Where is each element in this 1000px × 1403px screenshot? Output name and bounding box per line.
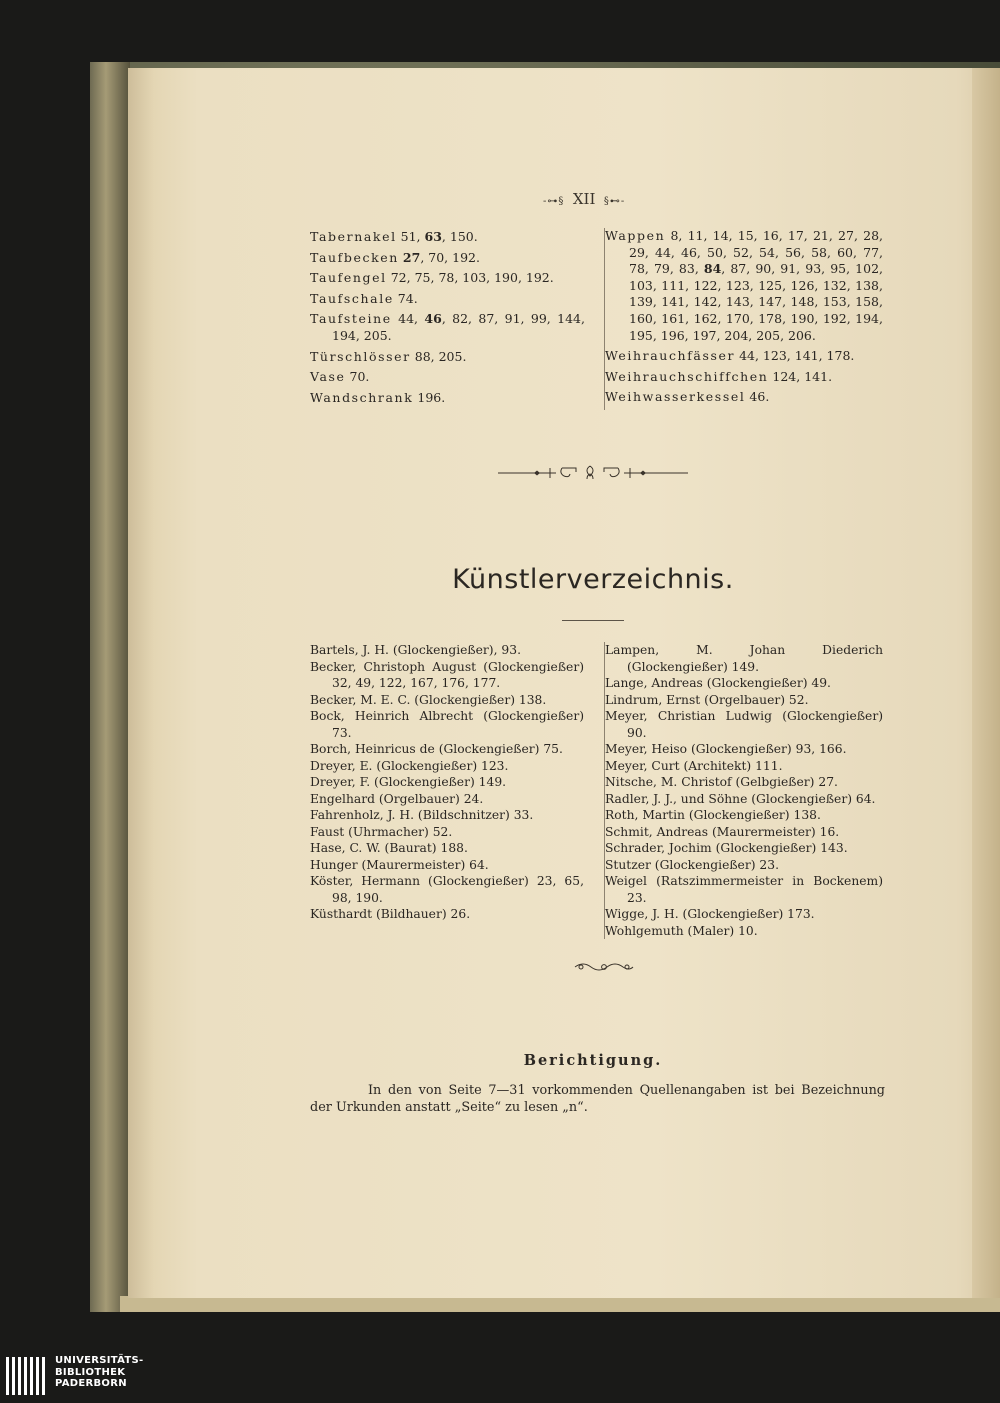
artist-entry: Faust (Uhrmacher) 52.: [310, 824, 453, 839]
section-title: Künstlerverzeichnis.: [452, 564, 734, 595]
header-ornament-right: §⊷-: [603, 196, 626, 207]
index-entry: Weihrauchschiffchen 124, 141.: [605, 368, 833, 384]
artist-entry: Wigge, J. H. (Glockengießer) 173.: [605, 907, 815, 921]
index-entry: Taufsteine 44, 46, 82, 87, 91, 99, 144, 194, 205.: [310, 311, 585, 343]
artist-entry: Lampen, M. Johan Diederich (Glockengießer) 149.: [605, 643, 883, 674]
book-spine: [90, 62, 130, 1312]
index-entry: Wandschrank 196.: [310, 389, 446, 405]
header-ornament-left: -⊶§: [543, 196, 565, 207]
artist-entry: Bock, Heinrich Albrecht (Glockengießer) 73.: [310, 709, 584, 740]
artist-entry: Radler, J. J., und Söhne (Glockengießer) 64.: [605, 791, 876, 806]
correction-paragraph: [310, 1082, 885, 1116]
artist-entry: Borch, Heinricus de (Glockengießer) 75.: [310, 742, 563, 756]
artist-entry: Engelhard (Orgelbauer) 24.: [310, 791, 484, 806]
page-block-edge: [120, 1296, 1000, 1312]
index-entry: Tabernakel 51, 63, 150.: [310, 229, 478, 244]
artist-entry: Bartels, J. H. (Glockengießer), 93.: [310, 643, 521, 657]
index-entry: Weihrauchfässer 44, 123, 141, 178.: [605, 348, 855, 364]
index-entry: Taufbecken 27, 70, 192.: [310, 249, 480, 265]
artist-entry: Lindrum, Ernst (Orgelbauer) 52.: [605, 692, 809, 707]
artist-entry: Lange, Andreas (Glockengießer) 49.: [605, 676, 831, 690]
library-footer: [0, 1352, 1000, 1403]
index-entry: Vase 70.: [310, 369, 370, 385]
next-page-edge: [972, 68, 1000, 1298]
artist-entry: Stutzer (Glockengießer) 23.: [605, 857, 779, 872]
artists-right-column: [604, 642, 883, 939]
subject-index-left-column: [310, 229, 585, 410]
page-number: XII: [572, 190, 596, 208]
artist-entry: Meyer, Heiso (Glockengießer) 93, 166.: [605, 742, 847, 756]
subject-index-right-column: [604, 228, 883, 410]
title-rule: [562, 620, 624, 621]
artist-entry: Roth, Martin (Glockengießer) 138.: [605, 808, 821, 822]
index-entry: Wappen 8, 11, 14, 15, 16, 17, 21, 27, 28, 29, 44, 46, 50, 52, 54, 56, 58, 60, 77, 78, 79, 83, 84, 87, 90, 91, 93, 95, 102, 103, 111, 122, 123, 125, 126, 132, 138, 139, 141, 142, 143, 147, 148, 153, 158, 160, 161, 162, 170, 178, 190, 192, 194, 195, 196, 197, 204, 205, 206.: [605, 228, 883, 343]
artist-entry: Meyer, Curt (Architekt) 111.: [605, 758, 783, 773]
library-name-line2: BIBLIOTHEK: [55, 1366, 126, 1378]
index-entry: Taufschale 74.: [310, 290, 418, 306]
artist-entry: Dreyer, E. (Glockengießer) 123.: [310, 758, 509, 773]
artist-entry: Hunger (Maurermeister) 64.: [310, 857, 489, 872]
library-logo-icon: [6, 1357, 46, 1395]
page-header: [543, 190, 625, 208]
artist-entry: Hase, C. W. (Baurat) 188.: [310, 841, 468, 855]
artist-entry: Köster, Hermann (Glockengießer) 23, 65, 98, 190.: [310, 874, 584, 905]
artist-entry: Schmit, Andreas (Maurermeister) 16.: [605, 824, 840, 839]
artist-entry: Fahrenholz, J. H. (Bildschnitzer) 33.: [310, 808, 534, 822]
artist-entry: Meyer, Christian Ludwig (Glockengießer) 90.: [605, 709, 883, 740]
artist-entry: Wohlgemuth (Maler) 10.: [605, 923, 758, 938]
index-entry: Weihwasserkessel 46.: [605, 389, 770, 405]
artist-entry: Becker, M. E. C. (Glockengießer) 138.: [310, 692, 547, 707]
book-page: [128, 68, 1000, 1298]
library-name-line1: UNIVERSITÄTS-: [55, 1355, 144, 1366]
artist-entry: Schrader, Jochim (Glockengießer) 143.: [605, 841, 848, 855]
artist-entry: Küsthardt (Bildhauer) 26.: [310, 907, 471, 921]
library-name: [55, 1355, 144, 1390]
correction-title: Berichtigung.: [523, 1052, 663, 1069]
ornamental-divider: [498, 462, 688, 484]
small-ornament: [573, 960, 635, 974]
artist-entry: Nitsche, M. Christof (Gelbgießer) 27.: [605, 775, 838, 789]
artist-entry: Becker, Christoph August (Glockengießer) 32, 49, 122, 167, 176, 177.: [310, 659, 584, 690]
index-entry: Türschlösser 88, 205.: [310, 348, 467, 364]
artist-entry: Weigel (Ratszimmermeister in Bockenem) 23.: [605, 874, 883, 905]
artists-left-column: [310, 642, 584, 923]
index-entry: Taufengel 72, 75, 78, 103, 190, 192.: [310, 270, 554, 286]
library-name-line3: PADERBORN: [55, 1378, 127, 1389]
correction-text: In den von Seite 7—31 vorkommenden Quellenangaben ist bei Bezeichnung der Urkunden anstatt „Seite“ zu lesen „n“.: [310, 1083, 885, 1115]
artist-entry: Dreyer, F. (Glockengießer) 149.: [310, 775, 507, 789]
